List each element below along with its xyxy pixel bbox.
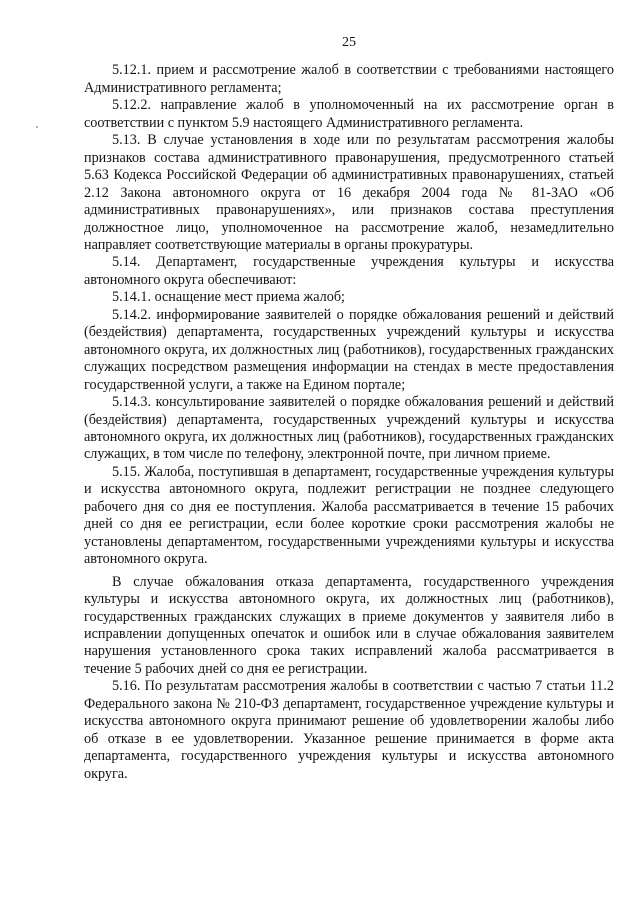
paragraph-5-12-2: 5.12.2. направление жалоб в уполномоченный на их рассмотрение орган в соответствии с пунктом 5.9 настоящего Административного регламента. [84,97,614,131]
paragraph-5-14-2: 5.14.2. информирование заявителей о порядке обжалования решений и действий (бездействия) департамента, государственных учреждений культуры и искусства автономного округа, их должностных лиц (работников), государственных гражданских служащих посредством размещения информации на стендах в месте предоставления государственной услуги, а также на Едином портале; [84,306,614,393]
paragraph-5-14-1: 5.14.1. оснащение мест приема жалоб; [112,289,345,306]
paragraph-5-14: 5.14. Департамент, государственные учреждения культуры и искусства автономного округа обеспечивают: [84,254,614,288]
paragraph-5-13: 5.13. В случае установления в ходе или по результатам рассмотрения жалобы признаков состава административного правонарушения, предусмотренного статьей 5.63 Кодекса Российской Федерации об административных правонарушениях, статьей 2.12 Закона автономного округа от 16 декабря 2004 года № 81-ЗАО «Об административных правонарушениях», или признаков состава преступления должностное лицо, уполномоченное на рассмотрение жалоб, незамедлительно направляет соответствующие материалы в органы прокуратуры. [84,132,614,253]
document-body [84,34,614,783]
paragraph-5-16: 5.16. По результатам рассмотрения жалобы в соответствии с частью 7 статьи 11.2 Федерального закона № 210-ФЗ департамент, государственное учреждение культуры и искусства автономного округа принимают решение об удовлетворении жалобы либо об отказе в ее удовлетворении. Указанное решение принимается в форме акта департамента, государственного учреждения культуры и искусства автономного округа. [84,678,614,782]
paragraph-5-15-appeal: В случае обжалования отказа департамента, государственного учреждения культуры и искусства автономного округа, их должностных лиц (работников), государственных гражданских служащих в приеме документов у заявителя либо в исправлении допущенных опечаток и ошибок или в случае обжалования заявителем нарушения установленного срока таких исправлений жалоба рассматривается в течение 5 рабочих дней со дня ее регистрации. [84,573,614,677]
paragraph-5-14-3: 5.14.3. консультирование заявителей о порядке обжалования решений и действий (бездействия) департамента, государственных учреждений культуры и искусства автономного округа, их должностных лиц (работников), государственных гражданских служащих, в том числе по телефону, электронной почте, при личном приеме. [84,394,614,463]
paragraph-5-12-1: 5.12.1. прием и рассмотрение жалоб в соответствии с требованиями настоящего Административного регламента; [84,62,614,96]
page-number: 25 [342,35,356,50]
scan-speck [36,126,38,128]
paragraph-5-15: 5.15. Жалоба, поступившая в департамент, государственные учреждения культуры и искусства автономного округа, подлежит регистрации не позднее следующего рабочего дня со дня ее поступления. Жалоба рассматривается в течение 15 рабочих дней со дня ее регистрации, если более короткие сроки рассмотрения жалобы не установлены департаментом, государственными учреждениями культуры и искусства автономного округа. [84,463,614,568]
